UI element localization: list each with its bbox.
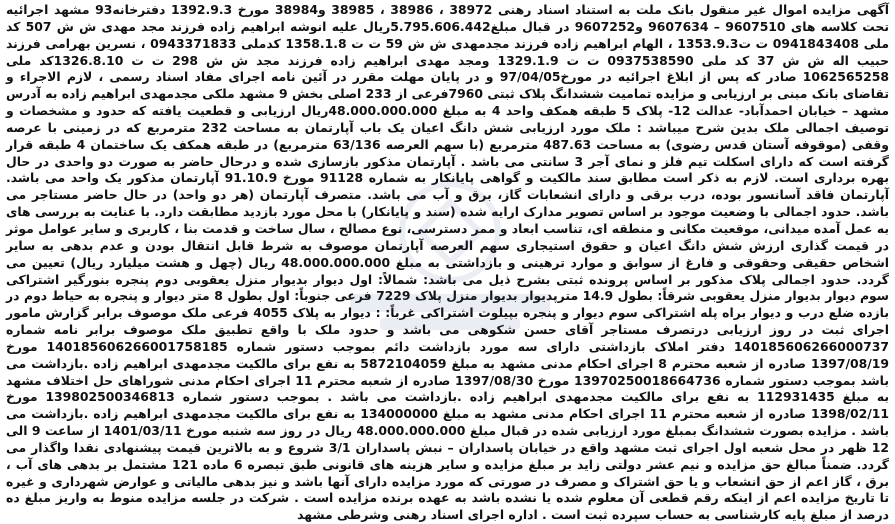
auction-notice-text: آگهی مزایده اموال غیر منقول بانک ملت به استناد اسناد رهنی 38972 ، 38986 ، 38985 و38984 مورخ 1392.9.3 دفترخانه93 مشهد اجرائیه تحت کلاسه های 9607510 – 9607634 و9607252 در قبال مبلغ5.795.606.442ریال علیه انوشه ابراهیم زاده فرزند مجد مهدی ش ش 507 کد ملی 0941843408 ت ت1353.9.3 ، الهام ابراهیم زاده فرزند مجدمهدی ش ش 59 ت ت 1358.1.8 کدملی 0943371833 ، نسرین بهرامی فرزند حبیب اله ش ش 37 کد ملی 0937538590 ت ت 1329.1.9 ومجد مهدی ابراهیم زاده فرزند مجد ش ش 298 ت ت 1326.8.10کد ملی 1062565258 صادر که پس از ابلاغ اجرائیه در مورخ97/04/05 و در پایان مهلت مقرر در آئین نامه اجرای مفاد اسناد رسمی ، لازم الاجراء و تقاضای بانک مبنی بر ارزیابی و مزایده تمامیت ششدانگ پلاک ثبتی 7960فرعی از 233 اصلی بخش 9 مشهد ملکی مجدمهدی ابراهیم زاده به آدرس مشهد – خیابان احمدآباد- عدالت 12- پلاک 5 طبقه همکف واحد 4 به مبلغ 48.000.000.000ریال ارزیابی و قطعیت یافته که حدود و مشخصات و توصیف اجمالی ملک بدین شرح میباشد : ملک مورد ارزیابی شش دانگ اعیان یک باب آپارتمان به مساحت 232 مترمربع که در زمینی با عرصه وقفی (موقوفه آستان قدس رضوی) به مساحت 487.63 مترمربع (با سهم العرصه 63/136 مترمربع) در طبقه همکف یک ساختمان 4 طبقه قرار گرفته است که دارای اسکلت تیم فلز و نمای آجر 3 سانتی می باشد . آپارتمان مذکور بازسازی شده و درحال حاضر به صورت دو واحدی در حال بهره برداری است. لازم به ذکر است مطابق سند مالکیت و گواهی پایانکار به شماره 91128 مورخ 91.10.9 آپارتمان مذکور یک واحد می باشد. آپارتمان فاقد آسانسور بوده، درب برقی و دارای انشعابات گاز، برق و آب می باشد. متصرف آپارتمان (هر دو واحد) در حال حاضر مستاجر می باشد. حدود اجمالی با وضعیت موجود بر اساس تصویر مدارک ارایه شده (سند و پایانکار) با محل مورد بازدید مطابقت دارد. با عنایت به بررسی های به عمل آمده میدانی، موقعیت مکانی و منطقه ای، تناسب ابعاد و ممر دسترسی، نوع مصالح ، سال ساخت و قدمت بنا ، کاربری و سایر عوامل موثر در قیمت گذاری ارزش شش دانگ اعیان و حقوق استیجاری سهم العرصه آپارتمان موصوف به شرط قابل انتقال بودن و عدم بدهی به سایر اشخاص حقیقی وحقوقی و فارغ از سوابق و موارد ترهینی و بازداشتی به مبلغ 48.000.000.000 ریال (چهل و هشت میلیارد ریال) تعیین می گردد. حدود اجمالی پلاک مذکور بر اساس پرونده ثبتی بشرح ذیل می باشد: شمالاً: اول دیوار بدیوار منزل یعقوبی دوم پنجره بنورگیر اشتراکی سوم دیوار بدیوار منزل یعقوبی شرقاً: بطول 14.9 مترپدیوار بدیوار منزل پلاک 7229 فرعی جنوباً: اول بطول 8 متر دیوار و پنجره به حیاط دوم در بازده ضلع درب و دیوار براه پله اشتراکی سوم دیوار و پنجره بپیلوت اشتراکی غرباً: : دیوار به پلاک 4055 فرعی ملک موصوف برابر گزارش مامور اجرای ثبت در روز ارزیابی درتصرف مستاجر آقای حسن شکوهی می باشد و حدود ملک با واقع تطبیق ملک موصوف برابر نامه شماره 140185606266000737 دفتر املاک بازداشتی دارای سه مورد بازداشت دائم بموجب دستور شماره 140185606266001758185 مورخ 1397/08/19 صادره از شعبه محترم 8 اجرای احکام مدنی مشهد به مبلغ 5872104059 به نفع برای مالکیت مجدمهدی ابراهیم زاده .بازداشت می باشد بموجب دستور شماره 13970250018664736 مورخ 1397/08/30 صادره از شعبه محترم 11 اجرای احکام مدنی شوراهای حل اختلاف مشهد به مبلغ 112931435 به نفع برای مالکیت مجدمهدی ابراهیم زاده .بازداشت می باشد . بموجب دستور شماره 139802500346813 مورخ 1398/02/11 صادره از شعبه محترم 11 اجرای احکام مدنی مشهد به مبلغ 134000000 به نفع برای مالکیت مجدمهدی ابراهیم زاده .بازداشت می باشد . مزایده بصورت ششدانگ بمبلغ مورد ارزیابی شده در قبال مبلغ 48.000.000.000 ریال در روز سه شنبه مورخ 1401/03/11 از ساعت 9 الی 12 ظهر در محل شعبه اول اجرای ثبت مشهد واقع در خیابان پاسداران – نبش پاسداران 3/1 شروع و به بالاترین قیمت پیشنهادی نقدا واگذار می گردد. ضمناً مبالغ حق مزایده و نیم عشر دولتی زاید بر مبلغ مزایده و سایر هزینه های قانونی طبق تبصره 6 ماده 121 مشتمل بر بدهی های آب ، برق ، گاز اعم از حق انشعاب و یا حق اشتراک و مصرف در صورتی که مورد مزایده دارای آنها باشد و نیز بدهی مالیاتی و عوارض شهرداری و غیره تا تاریخ مزایده اعم از اینکه رقم قطعی آن معلوم شده یا نشده باشد به عهده برنده مزایده است . شرکت در جلسه مزایده منوط به واریز مبلغ ده درصد از مبلغ پایه کارشناسی به حساب سپرده ثبت است . اداره اجرای اسناد رهنی وشرطی مشهد bbox=[6, 2, 890, 523]
